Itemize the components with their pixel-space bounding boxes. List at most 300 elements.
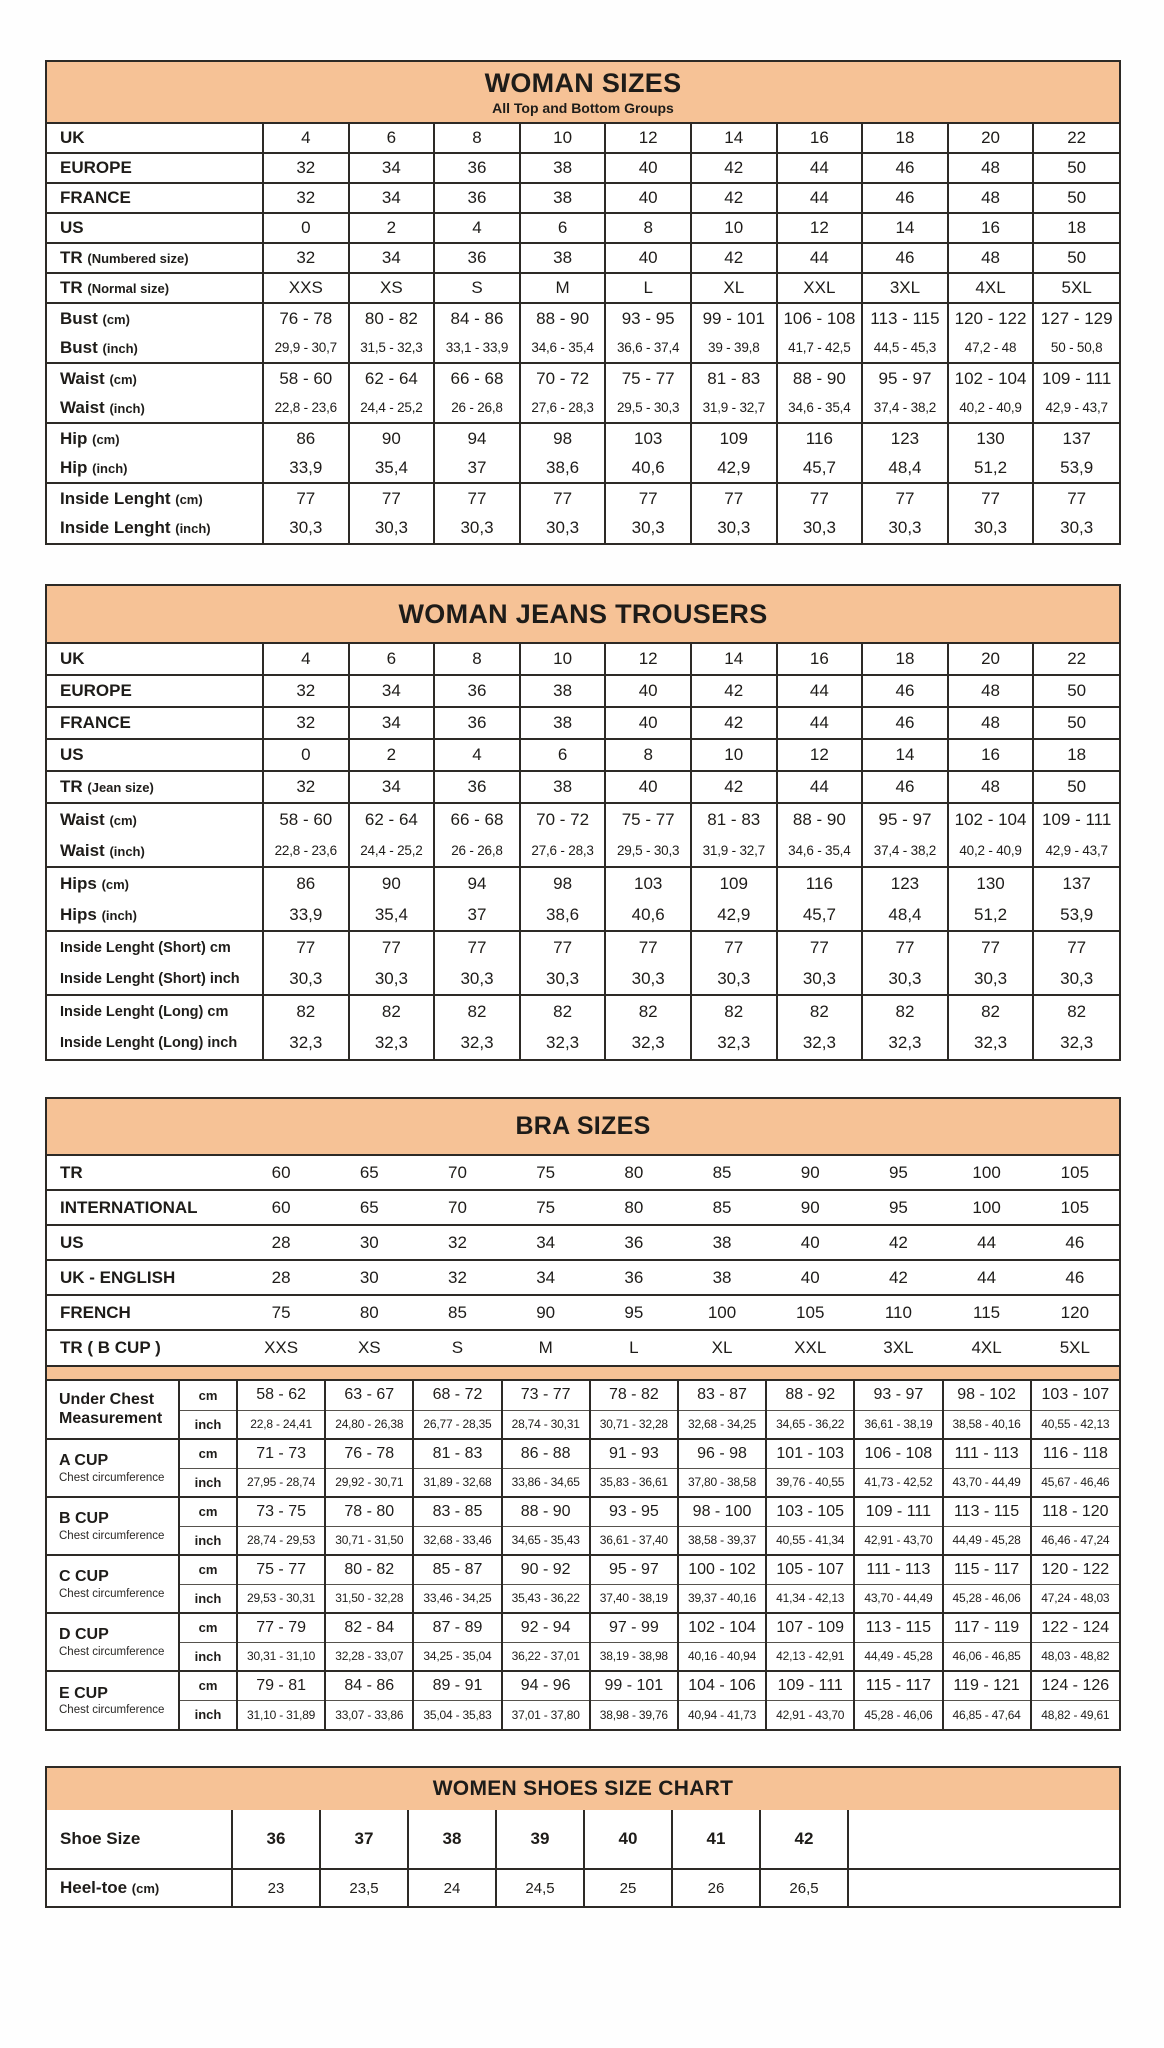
woman-sizes-table bbox=[45, 60, 1121, 545]
size-value: 36 bbox=[434, 183, 520, 213]
size-value: 30,3 bbox=[948, 963, 1034, 995]
size-value: 32,3 bbox=[349, 1027, 435, 1059]
size-value: 8 bbox=[605, 739, 691, 771]
cup-name: A CUP bbox=[59, 1452, 109, 1470]
size-value: XXL bbox=[777, 273, 863, 303]
size-value: 18 bbox=[1033, 213, 1119, 243]
measurement-value: 36,61 - 37,40 bbox=[590, 1526, 678, 1555]
table-row bbox=[47, 453, 1119, 483]
size-value: 34 bbox=[536, 1267, 556, 1287]
size-value: 33,9 bbox=[263, 453, 349, 483]
size-value: 103 bbox=[605, 423, 691, 453]
size-value: 26 bbox=[672, 1869, 760, 1906]
row-label: TR (Jean size) bbox=[60, 777, 154, 796]
size-value: 86 bbox=[263, 867, 349, 899]
bra-sizes-table bbox=[45, 1097, 1121, 1731]
size-value: 82 bbox=[263, 995, 349, 1027]
size-value: 80 bbox=[624, 1162, 644, 1182]
measurement-value: 109 - 111 bbox=[854, 1497, 942, 1526]
size-value: 81 - 83 bbox=[691, 803, 777, 835]
size-value: 41,7 - 42,5 bbox=[777, 333, 863, 363]
size-value: 27,6 - 28,3 bbox=[520, 835, 606, 867]
size-value: 40,6 bbox=[605, 453, 691, 483]
size-value: 88 - 90 bbox=[520, 303, 606, 333]
size-value: 85 bbox=[448, 1302, 467, 1322]
measurement-value: 30,71 - 31,50 bbox=[325, 1526, 413, 1555]
measurement-value: 95 - 97 bbox=[590, 1555, 678, 1584]
size-value: 62 - 64 bbox=[349, 363, 435, 393]
label-unit: (inch) bbox=[102, 340, 138, 356]
size-value: 65 bbox=[359, 1197, 379, 1217]
table-row bbox=[47, 771, 1119, 803]
size-value: 50 bbox=[1033, 243, 1119, 273]
size-value: 51,2 bbox=[948, 453, 1034, 483]
size-value: 20 bbox=[948, 643, 1034, 675]
table-row bbox=[47, 273, 1119, 303]
size-value: 38 bbox=[520, 675, 606, 707]
table-row bbox=[47, 867, 1119, 899]
size-value: 47,2 - 48 bbox=[948, 333, 1034, 363]
size-value: 23 bbox=[232, 1869, 320, 1906]
size-value: 110 bbox=[884, 1302, 912, 1322]
measurement-value: 45,67 - 46,46 bbox=[1031, 1468, 1119, 1497]
row-group bbox=[47, 363, 1119, 423]
size-value: 32 bbox=[263, 707, 349, 739]
row-label: Shoe Size bbox=[60, 1829, 141, 1848]
measurement-value: 42,13 - 42,91 bbox=[766, 1642, 854, 1671]
measurement-value: 75 - 77 bbox=[237, 1555, 325, 1584]
size-value: 75 bbox=[536, 1197, 556, 1217]
label-unit: (Numbered size) bbox=[87, 251, 189, 266]
unit-label: inch bbox=[179, 1410, 237, 1439]
size-value: 65 bbox=[359, 1162, 379, 1182]
row-group bbox=[47, 183, 1119, 213]
measurement-value: 63 - 67 bbox=[325, 1381, 413, 1410]
size-value: 30 bbox=[359, 1232, 379, 1252]
size-value: 36 bbox=[232, 1810, 320, 1869]
size-value: 116 bbox=[777, 867, 863, 899]
label-unit: (inch) bbox=[92, 460, 128, 476]
size-value: 6 bbox=[520, 213, 606, 243]
size-value: 32,3 bbox=[948, 1027, 1034, 1059]
size-value: 48 bbox=[948, 153, 1034, 183]
size-value: 30,3 bbox=[777, 513, 863, 543]
size-value: 34 bbox=[349, 243, 435, 273]
size-value: 44 bbox=[777, 707, 863, 739]
size-value: 80 bbox=[359, 1302, 379, 1322]
size-value: 2 bbox=[349, 213, 435, 243]
size-value: 32,3 bbox=[434, 1027, 520, 1059]
measurement-value: 43,70 - 44,49 bbox=[943, 1468, 1031, 1497]
size-value: 94 bbox=[434, 423, 520, 453]
measurement-value: 81 - 83 bbox=[413, 1439, 501, 1468]
size-value: 48 bbox=[948, 675, 1034, 707]
row-label: Inside Lenght (Long) cm bbox=[60, 1003, 229, 1020]
cup-sublabel: Chest circumference bbox=[59, 1587, 165, 1600]
size-value: 14 bbox=[862, 213, 948, 243]
label-unit: (cm) bbox=[109, 371, 137, 387]
size-value: 2 bbox=[349, 739, 435, 771]
size-grid bbox=[47, 122, 1119, 543]
table-row bbox=[47, 393, 1119, 423]
size-value: 40 bbox=[605, 153, 691, 183]
measurement-value: 36,61 - 38,19 bbox=[854, 1410, 942, 1439]
row-label: Waist (cm) bbox=[60, 368, 137, 388]
size-value: 34 bbox=[349, 183, 435, 213]
size-value: 88 - 90 bbox=[777, 363, 863, 393]
measurement-value: 86 - 88 bbox=[502, 1439, 590, 1468]
measurement-value: 98 - 100 bbox=[678, 1497, 766, 1526]
empty-cell bbox=[848, 1810, 1119, 1869]
measurement-value: 46,06 - 46,85 bbox=[943, 1642, 1031, 1671]
measurement-value: 93 - 97 bbox=[854, 1381, 942, 1410]
size-value: 38,6 bbox=[520, 899, 606, 931]
size-value: 40,2 - 40,9 bbox=[948, 835, 1034, 867]
cup-label bbox=[47, 1497, 179, 1555]
size-value: 45,7 bbox=[777, 453, 863, 483]
size-value: 66 - 68 bbox=[434, 803, 520, 835]
row-group bbox=[47, 995, 1119, 1059]
row-group bbox=[47, 675, 1119, 707]
cup-name: C CUP bbox=[59, 1568, 109, 1586]
size-value: 4XL bbox=[971, 1338, 1002, 1357]
row-label: Waist (inch) bbox=[60, 397, 145, 417]
size-value: 44,5 - 45,3 bbox=[862, 333, 948, 363]
measurement-value: 124 - 126 bbox=[1031, 1671, 1119, 1700]
measurement-value: 103 - 107 bbox=[1031, 1381, 1119, 1410]
size-value: XL bbox=[711, 1338, 733, 1357]
size-value: 32 bbox=[263, 183, 349, 213]
size-value: 50 bbox=[1033, 183, 1119, 213]
size-value: 41 bbox=[672, 1810, 760, 1869]
size-value: 80 bbox=[624, 1197, 644, 1217]
row-label: Hips (cm) bbox=[60, 873, 130, 893]
size-value: 24,4 - 25,2 bbox=[349, 835, 435, 867]
row-label: TR ( B CUP ) bbox=[60, 1338, 161, 1357]
size-value: 36 bbox=[434, 243, 520, 273]
size-value: 42,9 bbox=[691, 453, 777, 483]
measurement-value: 111 - 113 bbox=[854, 1555, 942, 1584]
table-row bbox=[47, 1225, 1119, 1260]
size-value: 95 bbox=[888, 1162, 908, 1182]
row-label: TR bbox=[60, 1162, 83, 1182]
size-value: XS bbox=[357, 1338, 381, 1357]
size-value: 46 bbox=[1065, 1232, 1085, 1252]
row-label: Waist (inch) bbox=[60, 840, 145, 860]
size-value: XS bbox=[349, 273, 435, 303]
table-title: WOMAN SIZES bbox=[484, 68, 682, 98]
row-group bbox=[47, 739, 1119, 771]
size-value: 29,9 - 30,7 bbox=[263, 333, 349, 363]
size-value: 42 bbox=[760, 1810, 848, 1869]
size-value: 48,4 bbox=[862, 899, 948, 931]
measurement-value: 101 - 103 bbox=[766, 1439, 854, 1468]
measurement-value: 104 - 106 bbox=[678, 1671, 766, 1700]
size-value: 130 bbox=[948, 867, 1034, 899]
row-group bbox=[47, 213, 1119, 243]
size-value: 30,3 bbox=[434, 513, 520, 543]
measurement-value: 37,40 - 38,19 bbox=[590, 1584, 678, 1613]
size-value: 34 bbox=[349, 675, 435, 707]
row-group bbox=[47, 483, 1119, 543]
size-value: 14 bbox=[691, 643, 777, 675]
size-value: 32,3 bbox=[691, 1027, 777, 1059]
size-value: 40 bbox=[605, 771, 691, 803]
size-value: 46 bbox=[1065, 1267, 1085, 1287]
measurement-value: 84 - 86 bbox=[325, 1671, 413, 1700]
measurement-value: 28,74 - 29,53 bbox=[237, 1526, 325, 1555]
size-value: 50 bbox=[1033, 675, 1119, 707]
table-row bbox=[47, 1555, 1119, 1584]
size-value: 23,5 bbox=[320, 1869, 408, 1906]
size-value: 115 bbox=[973, 1302, 1001, 1322]
size-value: 40 bbox=[584, 1810, 672, 1869]
measurement-value: 44,49 - 45,28 bbox=[854, 1642, 942, 1671]
size-value: 90 bbox=[349, 423, 435, 453]
size-value: 32,3 bbox=[862, 1027, 948, 1059]
empty-cell bbox=[848, 1869, 1119, 1906]
row-label: Bust (cm) bbox=[60, 308, 130, 328]
size-value: 30,3 bbox=[349, 513, 435, 543]
size-value: 44 bbox=[777, 153, 863, 183]
size-value: 42 bbox=[888, 1267, 908, 1287]
measurement-value: 73 - 75 bbox=[237, 1497, 325, 1526]
size-value: 137 bbox=[1033, 423, 1119, 453]
size-value: 99 - 101 bbox=[691, 303, 777, 333]
size-value: 30,3 bbox=[349, 963, 435, 995]
size-value: 37 bbox=[434, 899, 520, 931]
size-value: 26 - 26,8 bbox=[434, 393, 520, 423]
size-value: 30,3 bbox=[777, 963, 863, 995]
table-title: WOMEN SHOES SIZE CHART bbox=[432, 1777, 734, 1800]
size-value: 40 bbox=[800, 1267, 820, 1287]
size-value: L bbox=[605, 273, 691, 303]
measurement-value: 43,70 - 44,49 bbox=[854, 1584, 942, 1613]
measurement-value: 111 - 113 bbox=[943, 1439, 1031, 1468]
measurement-value: 39,37 - 40,16 bbox=[678, 1584, 766, 1613]
row-group bbox=[47, 931, 1119, 995]
size-value: 12 bbox=[605, 643, 691, 675]
size-value: 120 bbox=[1060, 1302, 1090, 1322]
size-value: 28 bbox=[271, 1232, 291, 1252]
size-value: 16 bbox=[777, 643, 863, 675]
measurement-value: 35,04 - 35,83 bbox=[413, 1700, 501, 1729]
size-value: 77 bbox=[349, 483, 435, 513]
size-value: 77 bbox=[605, 931, 691, 963]
size-value: 50 bbox=[1033, 153, 1119, 183]
size-value: 4XL bbox=[948, 273, 1034, 303]
measurement-value: 34,65 - 35,43 bbox=[502, 1526, 590, 1555]
size-value: 51,2 bbox=[948, 899, 1034, 931]
size-value: 90 bbox=[349, 867, 435, 899]
measurement-value: 31,50 - 32,28 bbox=[325, 1584, 413, 1613]
row-label: FRANCE bbox=[60, 188, 131, 207]
size-value: 70 - 72 bbox=[520, 803, 606, 835]
size-value: 75 - 77 bbox=[605, 803, 691, 835]
women-shoes-size-table bbox=[45, 1766, 1121, 1908]
unit-label: inch bbox=[179, 1642, 237, 1671]
unit-label: inch bbox=[179, 1468, 237, 1497]
size-value: 16 bbox=[948, 213, 1034, 243]
size-value: 42,9 - 43,7 bbox=[1033, 835, 1119, 867]
row-label: FRENCH bbox=[60, 1302, 131, 1322]
size-value: 58 - 60 bbox=[263, 363, 349, 393]
size-value: 86 bbox=[263, 423, 349, 453]
measurement-value: 30,71 - 32,28 bbox=[590, 1410, 678, 1439]
size-value: 98 bbox=[520, 423, 606, 453]
size-value: 30,3 bbox=[434, 963, 520, 995]
measurement-value: 102 - 104 bbox=[678, 1613, 766, 1642]
size-value: 77 bbox=[349, 931, 435, 963]
size-value: 58 - 60 bbox=[263, 803, 349, 835]
size-value: S bbox=[434, 273, 520, 303]
cup-group bbox=[47, 1555, 1119, 1613]
measurement-value: 78 - 80 bbox=[325, 1497, 413, 1526]
size-value: 44 bbox=[977, 1267, 997, 1287]
size-value: 34,6 - 35,4 bbox=[777, 835, 863, 867]
table-row bbox=[47, 333, 1119, 363]
size-value: 3XL bbox=[883, 1338, 914, 1357]
label-unit: (inch) bbox=[175, 521, 211, 536]
size-value: 30,3 bbox=[520, 513, 606, 543]
size-value: 42 bbox=[691, 153, 777, 183]
size-value: 77 bbox=[605, 483, 691, 513]
size-value: 32,3 bbox=[1033, 1027, 1119, 1059]
size-value: 38 bbox=[520, 707, 606, 739]
row-group bbox=[47, 273, 1119, 303]
size-value: 22,8 - 23,6 bbox=[263, 835, 349, 867]
table-row bbox=[47, 739, 1119, 771]
table-row bbox=[47, 1155, 1119, 1190]
size-value: 4 bbox=[434, 213, 520, 243]
size-value: 105 bbox=[796, 1302, 825, 1322]
measurement-value: 97 - 99 bbox=[590, 1613, 678, 1642]
size-value: 42 bbox=[888, 1232, 908, 1252]
size-value: 37,4 - 38,2 bbox=[862, 835, 948, 867]
size-value: 60 bbox=[271, 1162, 291, 1182]
label-unit: (cm) bbox=[175, 491, 203, 507]
size-value: 30,3 bbox=[691, 513, 777, 543]
size-value: 130 bbox=[948, 423, 1034, 453]
measurement-value: 40,16 - 40,94 bbox=[678, 1642, 766, 1671]
size-value: 77 bbox=[691, 483, 777, 513]
measurement-value: 120 - 122 bbox=[1031, 1555, 1119, 1584]
table-row bbox=[47, 423, 1119, 453]
row-label: UK - ENGLISH bbox=[60, 1267, 176, 1287]
size-value: 36 bbox=[434, 771, 520, 803]
size-value: 34 bbox=[349, 707, 435, 739]
label-unit: (Jean size) bbox=[87, 780, 154, 795]
row-group bbox=[47, 707, 1119, 739]
size-value: 77 bbox=[520, 931, 606, 963]
row-label: Waist (cm) bbox=[60, 809, 137, 829]
measurement-value: 46,46 - 47,24 bbox=[1031, 1526, 1119, 1555]
row-label: EUROPE bbox=[60, 681, 132, 700]
size-value: 48 bbox=[948, 183, 1034, 213]
size-value: 70 bbox=[448, 1197, 467, 1217]
table-row bbox=[47, 707, 1119, 739]
table-row bbox=[47, 1330, 1119, 1365]
table-row bbox=[47, 1190, 1119, 1225]
size-value: 12 bbox=[777, 739, 863, 771]
row-label: US bbox=[60, 745, 84, 764]
table-row bbox=[47, 931, 1119, 963]
size-value: 38 bbox=[520, 183, 606, 213]
measurement-value: 34,65 - 36,22 bbox=[766, 1410, 854, 1439]
measurement-value: 92 - 94 bbox=[502, 1613, 590, 1642]
size-value: 75 bbox=[536, 1162, 556, 1182]
row-label: Inside Lenght (inch) bbox=[60, 518, 211, 537]
size-value: 77 bbox=[434, 931, 520, 963]
table-row bbox=[47, 1381, 1119, 1410]
measurement-value: 24,80 - 26,38 bbox=[325, 1410, 413, 1439]
size-value: 42 bbox=[691, 183, 777, 213]
table-row bbox=[47, 1295, 1119, 1330]
measurement-value: 32,68 - 34,25 bbox=[678, 1410, 766, 1439]
measurement-value: 88 - 92 bbox=[766, 1381, 854, 1410]
size-value: 77 bbox=[948, 483, 1034, 513]
size-value: 10 bbox=[691, 213, 777, 243]
row-label: Inside Lenght (Long) inch bbox=[60, 1035, 238, 1051]
measurement-value: 40,55 - 41,34 bbox=[766, 1526, 854, 1555]
table-row bbox=[47, 963, 1119, 995]
table-row bbox=[47, 1613, 1119, 1642]
size-value: 40 bbox=[800, 1232, 820, 1252]
size-value: 95 bbox=[624, 1302, 644, 1322]
size-value: 32 bbox=[263, 675, 349, 707]
size-value: 77 bbox=[777, 483, 863, 513]
measurement-value: 48,82 - 49,61 bbox=[1031, 1700, 1119, 1729]
size-value: 102 - 104 bbox=[948, 803, 1034, 835]
size-value: 109 - 111 bbox=[1033, 363, 1119, 393]
measurement-value: 29,53 - 30,31 bbox=[237, 1584, 325, 1613]
measurement-value: 80 - 82 bbox=[325, 1555, 413, 1584]
row-label: Hips (inch) bbox=[60, 904, 137, 924]
size-value: 30,3 bbox=[862, 963, 948, 995]
size-value: 40 bbox=[605, 707, 691, 739]
size-value: 82 bbox=[520, 995, 606, 1027]
size-value: 31,9 - 32,7 bbox=[691, 835, 777, 867]
size-value: 105 bbox=[1060, 1197, 1090, 1217]
size-value: 82 bbox=[862, 995, 948, 1027]
table-row bbox=[47, 995, 1119, 1027]
measurement-value: 91 - 93 bbox=[590, 1439, 678, 1468]
size-value: 94 bbox=[434, 867, 520, 899]
size-value: S bbox=[451, 1338, 464, 1357]
size-value: 16 bbox=[948, 739, 1034, 771]
size-value: 123 bbox=[862, 423, 948, 453]
size-value: 50 bbox=[1033, 707, 1119, 739]
size-value: 8 bbox=[434, 123, 520, 153]
label-unit: (inch) bbox=[109, 843, 145, 859]
size-value: 84 - 86 bbox=[434, 303, 520, 333]
size-value: 42,9 - 43,7 bbox=[1033, 393, 1119, 423]
row-label: EUROPE bbox=[60, 158, 132, 177]
measurement-value: 48,03 - 48,82 bbox=[1031, 1642, 1119, 1671]
size-value: 102 - 104 bbox=[948, 363, 1034, 393]
measurement-value: 35,83 - 36,61 bbox=[590, 1468, 678, 1497]
measurement-value: 31,89 - 32,68 bbox=[413, 1468, 501, 1497]
row-group bbox=[47, 867, 1119, 931]
measurement-value: 37,01 - 37,80 bbox=[502, 1700, 590, 1729]
size-value: 34,6 - 35,4 bbox=[777, 393, 863, 423]
table-header-band bbox=[47, 1768, 1119, 1810]
size-value: 34 bbox=[536, 1232, 556, 1252]
table-header-band bbox=[47, 586, 1119, 642]
bra-conversion-table bbox=[47, 1154, 1119, 1365]
cup-name: Under Chest Measurement bbox=[59, 1391, 163, 1427]
size-value: 45,7 bbox=[777, 899, 863, 931]
